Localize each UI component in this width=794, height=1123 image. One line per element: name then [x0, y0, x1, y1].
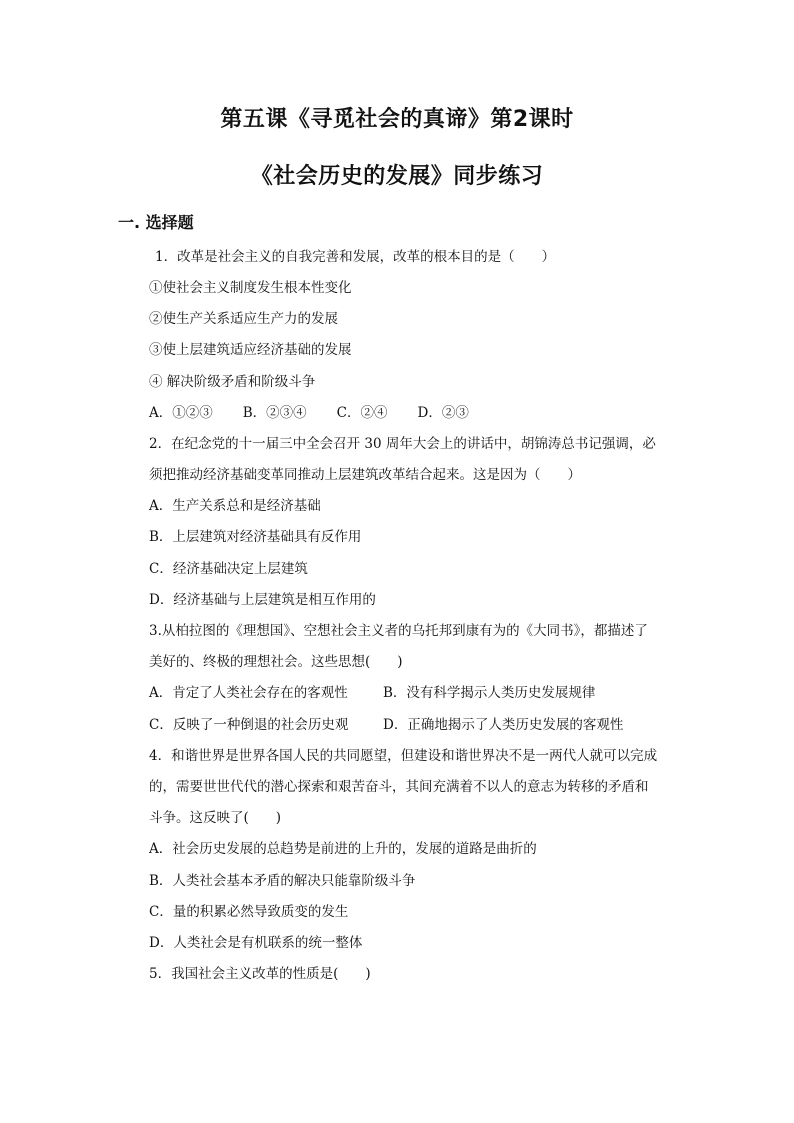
document-title-line1: 第五课《寻觅社会的真谛》第2课时 [220, 107, 574, 132]
question-4-option-c: C．量的积累必然导致质变的发生 [149, 904, 349, 920]
question-4-stem-line1: 4．和谐世界是世界各国人民的共同愿望，但建设和谐世界决不是一两代人就可以完成 [149, 748, 658, 764]
section-heading: 一. 选择题 [118, 213, 194, 232]
question-1-stem: 1．改革是社会主义的自我完善和发展，改革的根本目的是（ ） [155, 249, 556, 265]
question-4-stem-line2: 的，需要世世代代的潜心探索和艰苦奋斗，其间充满着不以人的意志为转移的矛盾和 [149, 779, 649, 795]
question-3-option-c: C．反映了一种倒退的社会历史观 [149, 717, 349, 733]
question-1-option-a: A．①②③ [149, 405, 213, 421]
question-2-option-a: A．生产关系总和是经济基础 [149, 498, 321, 514]
question-3-options-row-2 [149, 716, 623, 734]
question-4-option-a: A．社会历史发展的总趋势是前进的上升的，发展的道路是曲折的 [149, 841, 537, 857]
question-3-stem-line2: 美好的、终极的理想社会。这些思想( ) [149, 654, 403, 670]
question-1-option-c: C．②④ [336, 405, 388, 421]
question-2-stem-line1: 2．在纪念党的十一届三中全会召开 30 周年大会上的讲话中，胡锦涛总书记强调，必 [149, 436, 656, 452]
question-2-option-d: D．经济基础与上层建筑是相互作用的 [149, 592, 376, 608]
question-1-item-1: ①使社会主义制度发生根本性变化 [149, 280, 352, 296]
question-1-item-2: ②使生产关系适应生产力的发展 [149, 311, 338, 327]
question-4-stem-line3: 斗争。这反映了( ) [149, 810, 282, 826]
question-3-option-d: D．正确地揭示了人类历史发展的客观性 [383, 717, 624, 733]
question-2-option-c: C．经济基础决定上层建筑 [149, 561, 308, 577]
question-4-option-d: D．人类社会是有机联系的统一整体 [149, 935, 363, 951]
document-title-line2: 《社会历史的发展》同步练习 [250, 164, 544, 189]
question-2-stem-line2: 须把推动经济基础变革同推动上层建筑改革结合起来。这是因为（ ） [149, 467, 581, 483]
question-3-options-row-1 [149, 684, 595, 702]
question-1-item-3: ③使上层建筑适应经济基础的发展 [149, 342, 352, 358]
question-1-options [149, 404, 469, 422]
question-1-option-d: D．②③ [417, 405, 469, 421]
question-3-stem-line1: 3.从柏拉图的《理想国》、空想社会主义者的乌托邦到康有为的《大同书》，都描述了 [149, 623, 648, 639]
question-4-option-b: B．人类社会基本矛盾的解决只能靠阶级斗争 [149, 873, 416, 889]
question-2-option-b: B．上层建筑对经济基础具有反作用 [149, 529, 362, 545]
question-3-option-b: B．没有科学揭示人类历史发展规律 [383, 685, 596, 701]
question-1-item-4: ④ 解决阶级矛盾和阶级斗争 [149, 374, 316, 390]
question-1-option-b: B．②③④ [242, 405, 307, 421]
question-3-option-a: A．肯定了人类社会存在的客观性 [149, 685, 348, 701]
question-5-stem: 5．我国社会主义改革的性质是( ) [149, 966, 371, 982]
